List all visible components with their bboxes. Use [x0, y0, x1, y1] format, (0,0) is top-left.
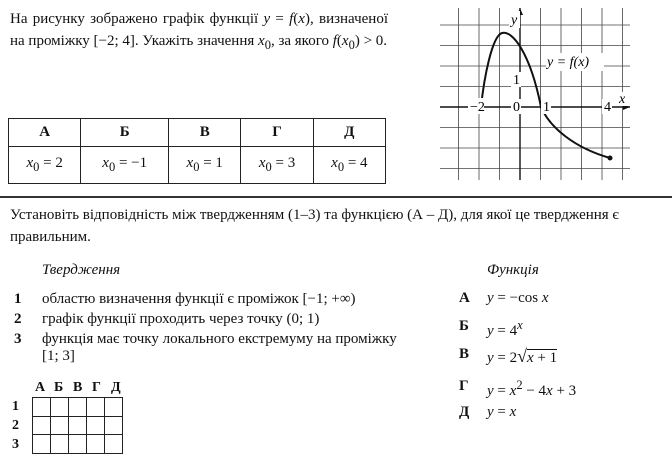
answer-cell[interactable] — [69, 435, 87, 454]
function-graph — [440, 8, 630, 180]
statement-2-number: 2 — [14, 311, 22, 327]
answer-cell[interactable] — [105, 435, 123, 454]
answer-cell[interactable] — [51, 416, 69, 435]
answer-cell[interactable] — [69, 398, 87, 417]
statement-1-number: 1 — [14, 291, 22, 307]
function-0-letter: А — [459, 290, 470, 306]
answer-cell[interactable] — [51, 435, 69, 454]
function-2-formula: y = 2√x + 1 — [487, 346, 558, 366]
option-2-value: $x_0 = 1$ — [169, 147, 241, 184]
task1-answer-table — [8, 118, 386, 184]
statements-header: Твердження — [42, 262, 121, 278]
y-axis-label: y — [511, 13, 518, 28]
function-3-letter: Г — [459, 378, 469, 394]
grid-col-3: Г — [92, 380, 101, 395]
option-2-letter: В — [169, 119, 241, 147]
curve-end-point — [608, 156, 613, 161]
x-axis-label: x — [619, 92, 626, 107]
grid-col-1: Б — [54, 380, 64, 395]
task2-question: Установіть відповідність між твердженням (1–3) та функцією (А – Д), для якої це твердження є правильним. — [10, 207, 619, 245]
function-1-letter: Б — [459, 318, 469, 334]
tick-y-1: 1 — [513, 73, 520, 88]
answer-cell[interactable] — [69, 416, 87, 435]
function-2-letter: В — [459, 346, 470, 362]
tick-x-1: 1 — [543, 100, 550, 115]
statement-3-text: функція має точку локального екстремуму на проміжку [1; 3] — [42, 331, 397, 364]
answer-cell[interactable] — [87, 435, 105, 454]
answer-cell[interactable] — [105, 398, 123, 417]
function-4-letter: Д — [459, 404, 470, 420]
section-divider — [0, 196, 672, 198]
tick-x-neg2: −2 — [470, 100, 485, 115]
function-1-formula: $y = 4^x$ — [487, 318, 523, 339]
grid-col-0: А — [35, 380, 46, 395]
option-4-letter: Д — [313, 119, 385, 147]
function-4-formula: y = x — [487, 404, 517, 420]
option-1-value: $x_0 = -1$ — [81, 147, 169, 184]
option-4-value: $x_0 = 4$ — [313, 147, 385, 184]
tick-x-4: 4 — [604, 100, 611, 115]
option-3-value: $x_0 = 3$ — [241, 147, 313, 184]
curve-label: y = f(x) — [547, 55, 590, 70]
statement-1-text: областю визначення функції є проміжок [−1; +∞) — [42, 291, 356, 307]
answer-cell[interactable] — [51, 398, 69, 417]
option-3-letter: Г — [241, 119, 313, 147]
option-0-value: $x_0 = 2$ — [9, 147, 81, 184]
grid-row-2: 3 — [12, 437, 19, 452]
function-curve — [481, 33, 610, 158]
grid-row-0: 1 — [12, 399, 19, 414]
option-0-letter: А — [9, 119, 81, 147]
function-0-formula: y = −cos x — [487, 290, 549, 306]
task1-question: На рисунку зображено графік функції y = f(x), визначеної на проміжку [−2; 4]. Укажіть значення $x_0$, за якого $f(x_0) > 0$. — [10, 11, 389, 52]
answer-cell[interactable] — [33, 435, 51, 454]
answer-cell[interactable] — [33, 416, 51, 435]
grid-col-4: Д — [111, 380, 121, 395]
functions-header: Функція — [487, 262, 539, 278]
statement-2-text: графік функції проходить через точку (0; 1) — [42, 311, 320, 327]
answer-cell[interactable] — [33, 398, 51, 417]
answer-grid — [12, 380, 123, 454]
grid-col-2: В — [73, 380, 83, 395]
option-1-letter: Б — [81, 119, 169, 147]
statement-3-number: 3 — [14, 331, 22, 347]
answer-cell[interactable] — [105, 416, 123, 435]
answer-cell[interactable] — [87, 416, 105, 435]
function-3-formula: $y = x^2 - 4x + 3$ — [487, 378, 577, 399]
grid-row-1: 2 — [12, 418, 19, 433]
answer-cell[interactable] — [87, 398, 105, 417]
tick-origin: 0 — [513, 100, 520, 115]
